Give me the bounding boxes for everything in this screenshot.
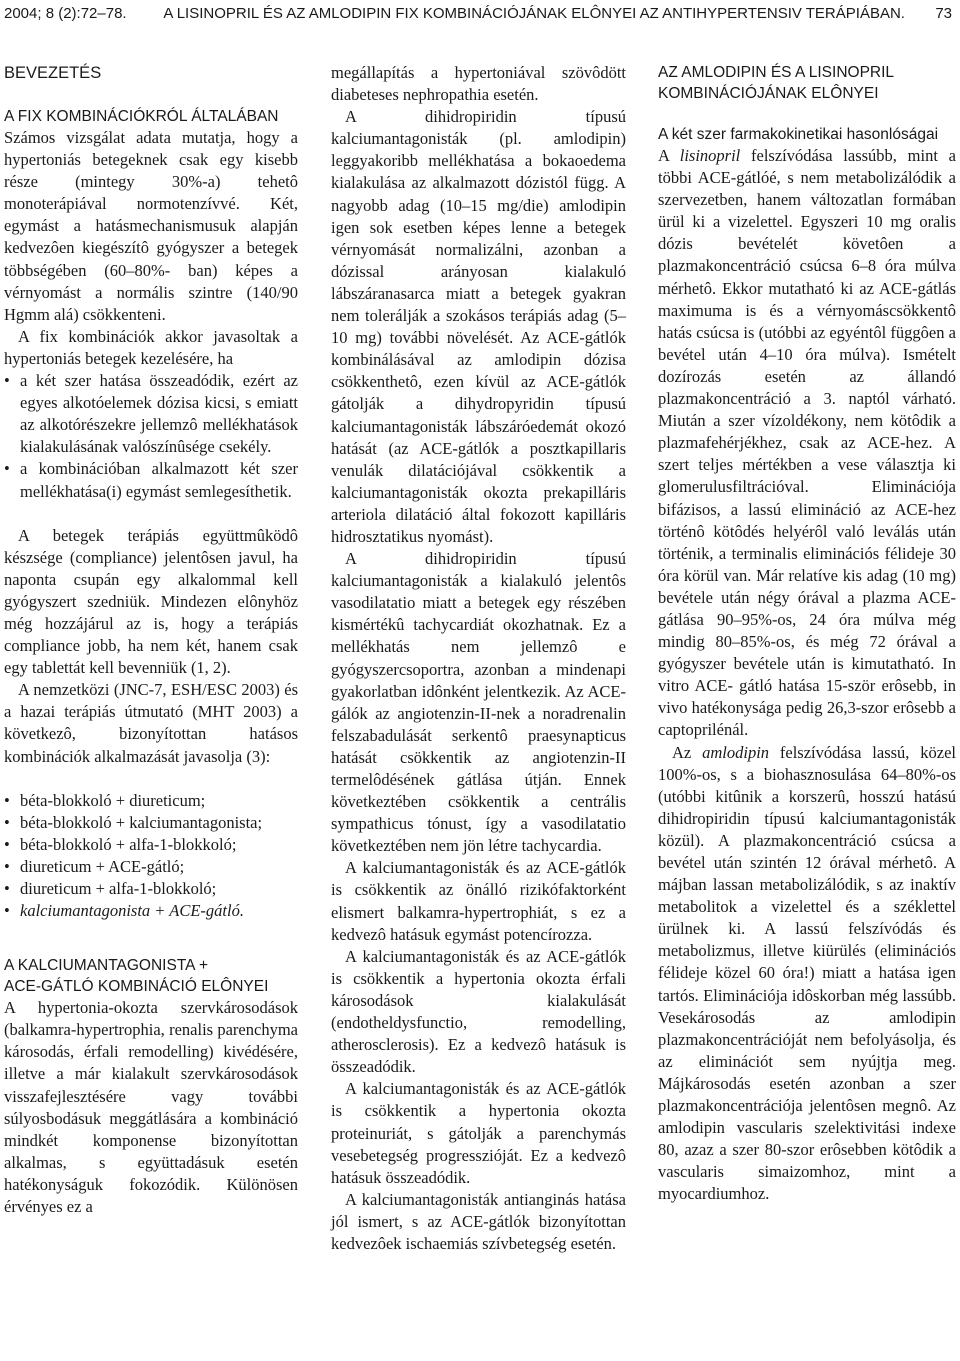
running-title: A LISINOPRIL ÉS AZ AMLODIPIN FIX KOMBINÁCIÓJÁNAK ELÔNYEI AZ ANTIHYPERTENSIV TERÁPIÁBAN. [163, 5, 905, 22]
paragraph: A kalciumantagonisták és az ACE-gátlók is csökkentik az önálló rizikófaktorként elismert balkamra-hypertrophiát, s ez a kedvezô hatásuk egymást potencírozza. [331, 858, 626, 944]
column-1 [4, 62, 298, 1218]
paragraph: A nemzetközi (JNC-7, ESH/ESC 2003) és a hazai terápiás útmutató (MHT 2003) a következô, bizonyítottan hatásos kombinációk alkalmazását javasolja (3): [4, 680, 298, 766]
paragraph: A fix kombinációk akkor javasoltak a hypertoniás betegek kezelésére, ha [4, 326, 298, 368]
bullet-icon: • [4, 790, 10, 810]
running-header [0, 0, 960, 30]
paragraph: A betegek terápiás együttmûködô készsége (compliance) jelentôsen javul, ha naponta csupán egy alkalommal kell gyógyszert szedniük. Mindezen elônyhöz még hozzájárul az is, hogy a terápiás compliance jobb, ha nem két, hanem csak egy tablettát kell bevenniük (1, 2). [4, 525, 298, 678]
list-item: • diureticum + ACE-gátló; [4, 856, 298, 878]
list-item: • béta-blokkoló + kalciumantagonista; [4, 812, 298, 834]
drug-name: lisinopril [679, 146, 741, 165]
paragraph: A kalciumantagonisták és az ACE-gátlók is csökkentik a hypertonia okozta proteinuriát, s gátolják a parenchymás vesebetegség progresszióját. Ez a kedvezô hatásuk összeadódik. [331, 1079, 626, 1187]
bullet-icon: • [4, 459, 10, 479]
subheading-pharmacokinetics: A két szer farmakokinetikai hasonlóságai [658, 126, 939, 143]
bullet-icon: • [4, 812, 10, 832]
subheading-fixed-combinations: A FIX KOMBINÁCIÓKRÓL ÁLTALÁBAN [4, 108, 279, 125]
column-3 [658, 62, 956, 1206]
paragraph: A dihidropiridin típusú kalciumantagonisták a kialakuló jelentôs vasodilatatio miatt a betegek egy részében kismértékû tachycardiát okozhatnak. Ez a mellékhatás nem jellemzô e gyógyszercsoportra, azonban a mindenapi gyakorlatban idônként jelentkezik. Az ACE-gálók az angiotenzin-II-nek a noradrenalin felszabadulását serkentô praesynapticus hatását csökkentik az angiotenzin-II termelôdésének gátlása útján. Ennek következtében csökkentik a centrális sympathicus tónust, így a vasodilatatio következtében nem jön létre tachycardia. [331, 549, 626, 856]
bullet-icon: • [4, 856, 10, 876]
paragraph: A hypertonia-okozta szervkárosodások (balkamra-hypertrophia, renalis parenchyma károsodás, érfali remodelling) kivédésére, illetve a már kialakult szervkárosodások visszafejlesztésére vagy további súlyosbodásuk meggátlására a kombináció mindkét komponense bizonyítottan alkalmas, s együttadásuk esetén hatékonyságuk fokozódik. Különösen érvényes ez a [4, 998, 298, 1217]
paragraph: Az amlodipin felszívódása lassú, közel 100%-os, s a biohasznosulása 64–80%-os (utóbbi kitûnik a korszerû, hosszú hatású dihidropiridin típusú kalciumantagonisták közül). A plazmakoncentráció csúcsa a bevétel után szintén 12 órával mérhetô. A májban lassan metabolizálódik, s az inaktív metabolitok a vizelettel és a széklettel ürülnek ki. A lassú felszívódás és metabolizmus, illetve kiürülés (eliminációs félideje közel 60 óra!) miatt a hatása igen tartós. Eliminációja idôskorban még lassúbb. Vesekárosodás az amlodipin plazmakoncentrációját nem befolyásolja, és az eliminációt sem nyújtja meg. Májkárosodás esetén azonban a szer plazmakoncentrációja jelentôsen megnô. Az amlodipin vascularis szelektivitási indexe 80, azaz a szer 80-szor erôsebben kötôdik a vascularis simaizomhoz, mint a myocardiumhoz. [658, 742, 957, 1204]
list-item: • a két szer hatása összeadódik, ezért az egyes alkotóelemek dózisa kicsi, s emiatt az alkotórészekre jellemzô mellékhatások kialakulásának valószínûsége csekély. [4, 371, 298, 457]
bullet-list-recommended-combinations [4, 790, 298, 923]
section-heading-amlodipine-lisinopril: AZ AMLODIPIN ÉS A LISINOPRIL KOMBINÁCIÓJÁNAK ELÔNYEI [658, 64, 895, 102]
drug-name: amlodipin [702, 742, 770, 762]
journal-reference: 2004; 8 (2):72–78. [4, 5, 127, 22]
bullet-icon: • [4, 371, 10, 391]
bullet-icon: • [4, 901, 10, 921]
paragraph: megállapítás a hypertoniával szövôdött diabeteses nephropathia esetén. [331, 63, 626, 105]
bullet-list [4, 370, 298, 503]
page-number: 73 [935, 5, 952, 22]
paragraph: Számos vizsgálat adata mutatja, hogy a hypertoniás betegeknek csak egy kisebb része (mintegy 30%-a) tehetô monoterápiával normotenzívvé. Két, egymást a hatásmechanismusuk alapján kedvezôen kiegészítô gyógyszer a betegek többségében (60–80%- ban) képes a vérnyomást a normális szintre (140/90 Hgmm alá) csökkenteni. [4, 128, 298, 324]
section-heading-combination-advantages: A KALCIUMANTAGONISTA + ACE-GÁTLÓ KOMBINÁCIÓ ELÔNYEI [4, 957, 269, 996]
list-item: • kalciumantagonista + ACE-gátló. [4, 900, 298, 922]
paragraph: A lisinopril felszívódása lassúbb, mint a többi ACE-gátlóé, s nem metabolizálódik a szervezetben, hanem változatlan formában ürül ki a vizelettel. Egyszeri 10 mg oralis dózis bevételét követôen a plazmakoncentráció csúcsa 6–8 óra múlva mérhetô. Ekkor mutatható ki az ACE-gátlás maximuma is és a vérnyomáscsökkentô hatás csúcsa is (utóbbi az egyéntôl függôen a bevétel után 4–10 óra múlva). Ismételt dozírozás esetén az állandó plazmakoncentráció a 3. naptól várható. Miután a szer vízoldékony, nem kötôdik a plazmafehérjékhez, csak az ACE-hez. A szert teljes mértékben a vese választja ki glomerulusfiltrációval. Eliminációja bifázisos, a lassú elimináció az ACE-hez történô kötôdés helyérôl való leválás után történik, a terminalis eliminációs félideje 30 óra körül van. Már relatíve kis adag (10 mg) bevétele után négy órával a plazma ACE-gátlása 90–95%-os, 24 óra múlva még mindig 80–85%-os, és még 72 órával a gyógyszer bevétele után is kimutatható. In vitro ACE- gátló hatása 15-ször erôsebb, in vivo hatékonysága pedig 26,3-szor erôsebb a captoprilénál. [658, 146, 956, 740]
column-2 [331, 62, 626, 1255]
list-item: • béta-blokkoló + alfa-1-blokkoló; [4, 834, 298, 856]
list-item: • diureticum + alfa-1-blokkoló; [4, 878, 298, 900]
bullet-icon: • [4, 834, 10, 854]
list-item: • a kombinációban alkalmazott két szer mellékhatása(i) egymást semlegesíthetik. [4, 459, 298, 501]
paragraph: A kalciumantagonisták és az ACE-gátlók is csökkentik a hypertonia okozta érfali károsodások kialakulását (endotheldysfunctio, remodelling, atherosclerosis). Ez a kedvezô hatásuk is összeadódik. [331, 946, 626, 1077]
list-item: • béta-blokkoló + diureticum; [4, 790, 298, 812]
section-heading-introduction: BEVEZETÉS [4, 64, 102, 82]
paragraph: A dihidropiridin típusú kalciumantagonisták (pl. amlodipin) leggyakoribb mellékhatása a bokaoedema kialakulása az alkalmazott dózistól függ. A nagyobb adag (10–15 mg/die) amlodipin igen sok esetben képes lenne a betegek vérnyomását normalizálni, azonban a dózissal arányosan kialakuló lábszáranasarca miatt a betegek gyakran nem tolerálják a szokásos terápiás adag (5–10 mg) további növelését. Az ACE-gátlók kombinálásával az amlodipin dózisa csökkenthetô, ezen kívül az ACE-gátlók gátolják a dihydropyridin típusú kalciumantagonisták lábszáróedemát okozó hatását (az ACE-gátlók a posztkapillaris venulák dilatációjával csökkentik a kalciumantagonisták okozta prekapilláris arteriola dilatáció által fokozott kapilláris hidrosztatikus nyomást). [331, 107, 626, 546]
bullet-icon: • [4, 879, 10, 898]
paragraph: A kalciumantagonisták antianginás hatása jól ismert, s az ACE-gátlók bizonyítottan kedvezôek ischaemiás szívbetegség esetén. [331, 1189, 626, 1253]
running-title-and-page [163, 4, 952, 24]
